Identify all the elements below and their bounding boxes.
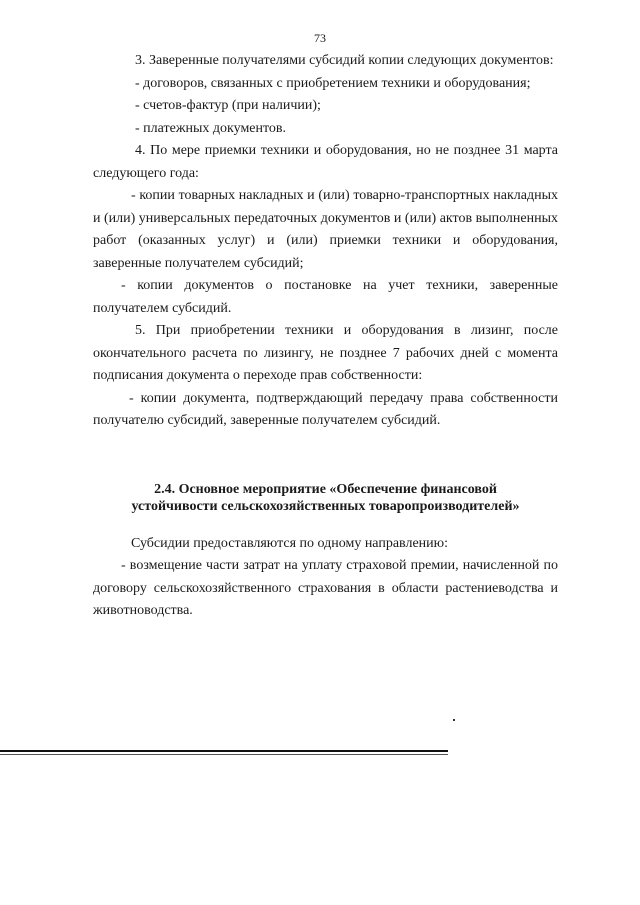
section-intro: Субсидии предоставляются по одному направлению: [131,535,449,551]
section-heading-line2: устойчивости сельскохозяйственных товаропроизводителей» [131,498,520,514]
document-body [93,50,558,623]
paragraph-item-4: 4. По мере приемки техники и оборудования, но не позднее 31 марта следующего года: [93,143,558,181]
paragraph-item-5: 5. При приобретении техники и оборудования в лизинг, после окончательного расчета по лизингу, не позднее 7 рабочих дней с момента подписания документа о переходе прав собственности: [93,323,558,383]
footer-rule-shadow [0,754,448,755]
list-item-waybills: - копии товарных накладных и (или) товарно-транспортных накладных и (или) универсальных передаточных документов и (или) актов выполненных работ (оказанных услуг) и (или) приемки техники и оборудования, заверенные получателем субсидий; [93,188,558,271]
footer-rule [0,750,448,752]
list-item-registration: - копии документов о постановке на учет техники, заверенные получателем субсидий. [93,278,558,316]
section-heading [93,481,558,515]
section-list-item: - возмещение части затрат на уплату страховой премии, начисленной по договору сельскохозяйственного страхования в области растениеводства и животноводства. [93,558,558,618]
paragraph-item-3: 3. Заверенные получателями субсидий копии следующих документов: [135,53,554,68]
list-item-ownership: - копии документа, подтверждающий передачу права собственности получателю субсидий, заверенные получателем субсидий. [93,390,558,428]
list-item-payments: - платежных документов. [135,120,287,136]
page-number: 73 [314,31,326,45]
section-heading-line1: 2.4. Основное мероприятие «Обеспечение финансовой [154,481,497,497]
scan-dot [453,719,455,721]
list-item-contracts: - договоров, связанных с приобретением техники и оборудования; [135,75,531,91]
list-item-invoices: - счетов-фактур (при наличии); [135,98,321,113]
